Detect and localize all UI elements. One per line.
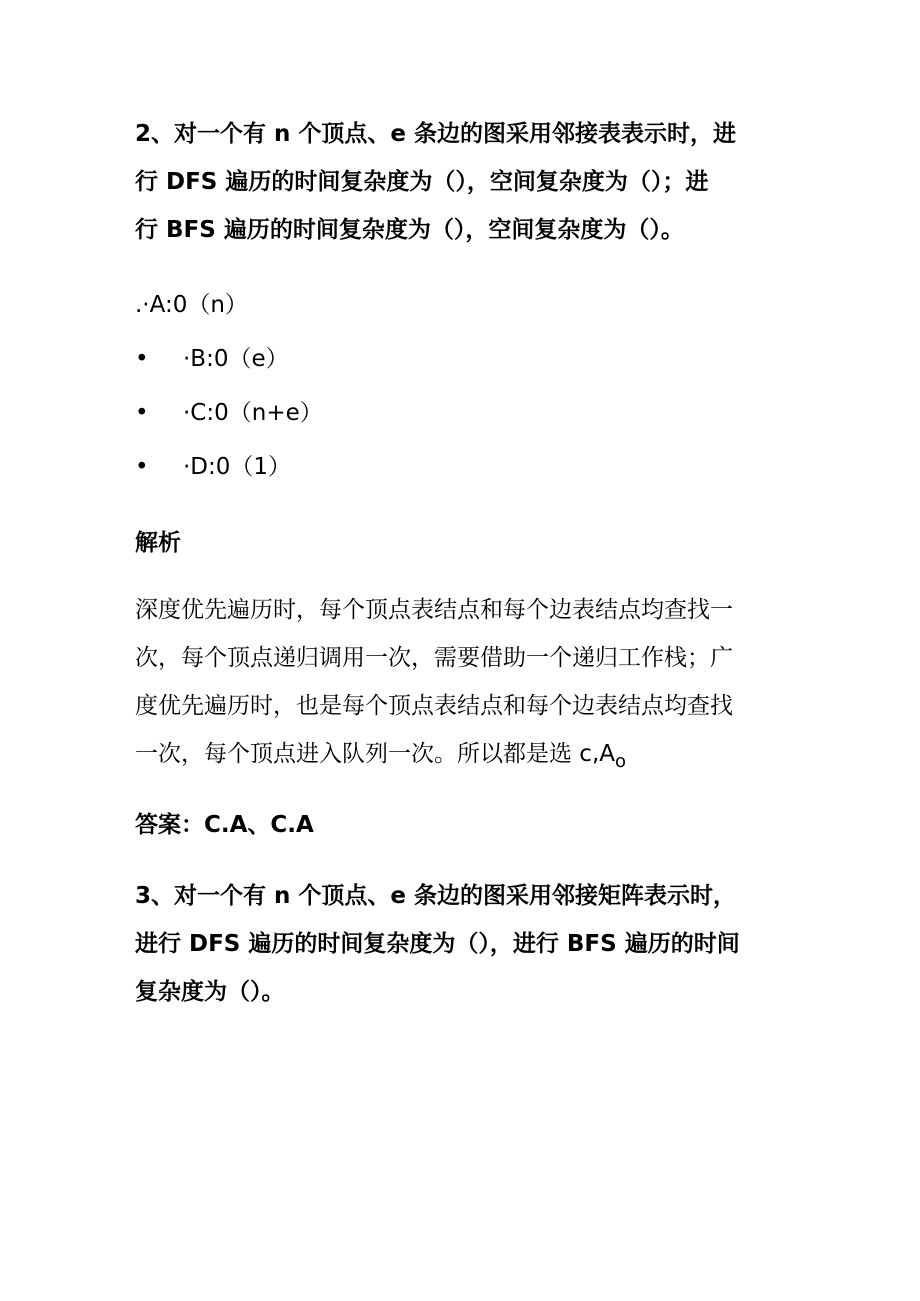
bullet-marker: • (135, 400, 149, 426)
question-3-line-2: 进行 DFS 遍历的时间复杂度为（），进行 BFS 遍历的时间 (135, 931, 740, 957)
question-2-line-3: 行 BFS 遍历的时间复杂度为（），空间复杂度为（）。 (135, 217, 684, 243)
bullet-marker: • (135, 454, 149, 480)
question-2-line-1: 2、对一个有 n 个顶点、e 条边的图采用邻接表表示时，进 (135, 121, 736, 147)
bullet-marker: • (135, 346, 149, 372)
analysis-line-3: 度优先遍历时，也是每个顶点表结点和每个边表结点均查找 (135, 693, 733, 719)
question-2 (135, 110, 785, 254)
question-3-line-3: 复杂度为（）。 (135, 979, 285, 1005)
analysis-paragraph (135, 586, 785, 778)
option-c: ·C:0（n+e） (183, 400, 323, 426)
option-b: ·B:0（e） (183, 346, 289, 372)
analysis-line-4-subscript: o (615, 751, 627, 772)
analysis-line-4 (135, 730, 785, 778)
analysis-line-2: 次，每个顶点递归调用一次，需要借助一个递归工作栈；广 (135, 645, 733, 671)
question-3-line-1: 3、对一个有 n 个顶点、e 条边的图采用邻接矩阵表示时， (135, 883, 736, 909)
analysis-heading: 解析 (135, 530, 181, 556)
analysis-line-1: 深度优先遍历时，每个顶点表结点和每个边表结点均查找一 (135, 597, 733, 623)
option-d: ·D:0（1） (183, 454, 292, 480)
answer-line: 答案：C.A、C.A (135, 812, 314, 838)
analysis-line-4-text: 一次，每个顶点进入队列一次。所以都是选 c,A (135, 741, 616, 767)
question-2-line-2: 行 DFS 遍历的时间复杂度为（），空间复杂度为（）；进 (135, 169, 709, 195)
question-3 (135, 872, 785, 1016)
option-a: .·A:0（n） (135, 292, 248, 318)
